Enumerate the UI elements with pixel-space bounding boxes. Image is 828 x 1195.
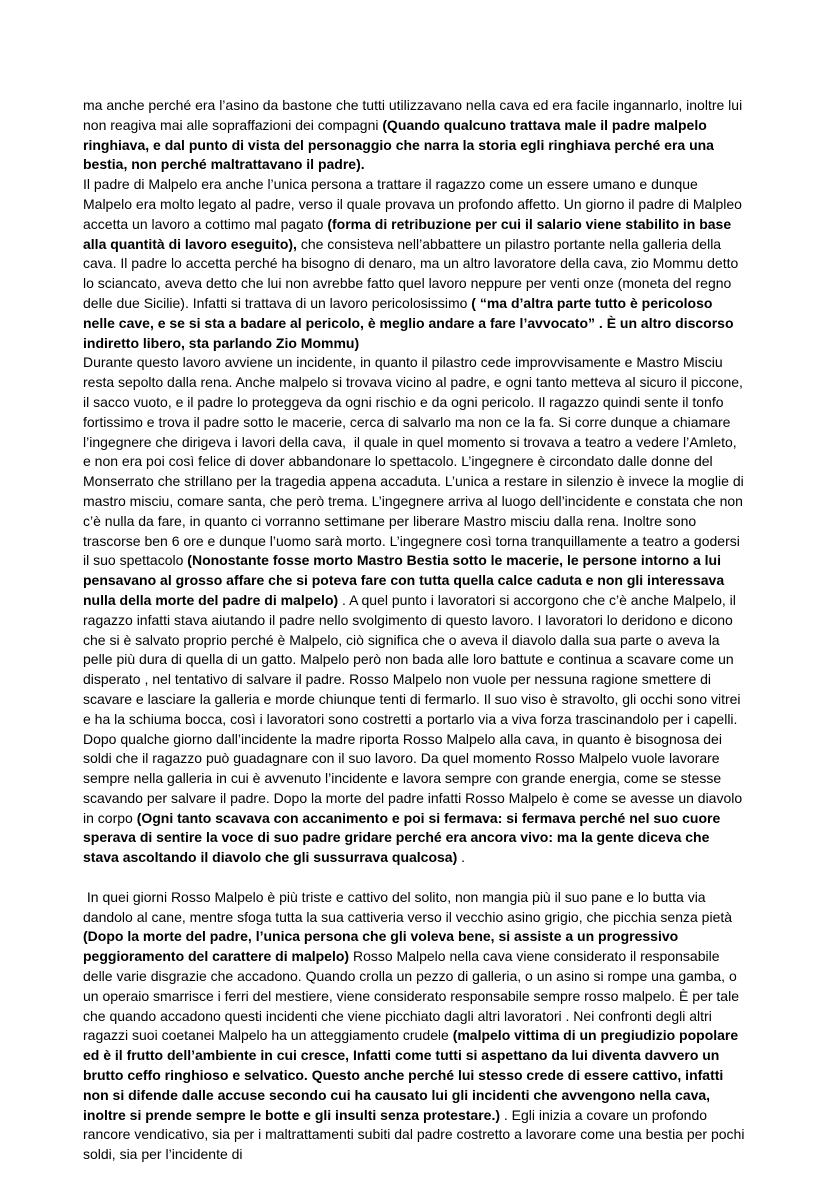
text-run: Rosso Malpelo nella cava viene considerato il responsabile delle varie disgrazie che accadono. Quando crolla un pezzo di galleria, o un asino si rompe una gamba, o un operaio smarrisce i ferri del mestiere, viene considerato responsabile sempre rosso malpelo. È per tale che quando accadono questi incidenti che viene picchiato dagli altri lavoratori . Nei confronti degli altri ragazzi suoi coetanei Malpelo ha un atteggiamento crudele [83, 948, 743, 1044]
bold-text-run: (Quando qualcuno trattava male il padre malpelo ringhiava, e dal punto di vista del personaggio che narra la storia egli ringhiava perché era una bestia, non perché maltrattavano il padre). [83, 116, 718, 173]
document-body [83, 96, 749, 1165]
text-run: In quei giorni Rosso Malpelo è più triste e cattivo del solito, non mangia più il suo pane e lo butta via dandolo al cane, mentre sfoga tutta la sua cattiveria verso il vecchio asino grigio, che picchia senza pietà [83, 888, 736, 925]
bold-text-run: (forma di retribuzione per cui il salario viene stabilito in base alla quantità di lavoro eseguito), [83, 215, 736, 252]
text-run: ma anche perché era l’asino da bastone che tutti utilizzavano nella cava ed era facile ingannarlo, inoltre lui non reagiva mai alle sopraffazioni dei compagni [83, 97, 747, 133]
bold-text-run: (Dopo la morte del padre, l’unica persona che gli voleva bene, si assiste a un progressivo peggioramento del carattere di malpelo) [83, 928, 683, 965]
paragraph [83, 730, 746, 869]
text-run: Durante questo lavoro avviene un incidente, in quanto il pilastro cede improvvisamente e Mastro Misciu resta sepolto dalla rena. Anche malpelo si trovava vicino al padre, e ogni tanto metteva al sicuro il piccone, il sacco vuoto, e il padre lo proteggeva da ogni rischio e da ogni pericolo. Il ragazzo quindi sente il tonfo fortissimo e trova il padre sotto le macerie, cerca di salvarlo ma non ce la fa. Si corre dunque a chiamare l’ingegnere che dirigeva i lavori della cava, il quale in quel momento si trovava a teatro a vedere l’Amleto, e non era poi così felice di dover abbandonare lo spettacolo. L’ingegnere è circondato dalle donne del Monserrato che strillano per la tragedia appena accaduta. L’unica a restare in silenzio è invece la moglie di mastro misciu, comare santa, che però trema. L’ingegnere arriva al luogo dell’incidente e constata che non c’è nulla da fare, in quanto ci vorranno settimane per liberare Mastro misciu dalla rena. Inoltre sono trascorse ben 6 ore e dunque l’uomo sarà morto. L’ingegnere così torna tranquillamente a teatro a godersi il suo spettacolo [83, 354, 748, 569]
paragraph [83, 96, 746, 175]
text-run: . A quel punto i lavoratori si accorgono che c’è anche Malpelo, il ragazzo infatti stava aiutando il padre nello svolgimento di questo lavoro. I lavoratori lo deridono e dicono che si è salvato proprio perché è Malpelo, ciò significa che o aveva il diavolo dalla sua parte o aveva la pelle più dura di quella di un gatto. Malpelo però non bada alle loro battute e continua a scavare come un disperato , nel tentativo di salvare il padre. Rosso Malpelo non vuole per nessuna ragione smettere di scavare e lasciare la galleria e morde chiunque tenti di fermarlo. Il suo viso è stravolto, gli occhi sono vitrei e ha la schiuma bocca, così i lavoratori sono costretti a portarlo via a viva forza trascinandolo per i capelli. [83, 591, 745, 727]
blank-line [83, 868, 746, 888]
text-run: Il padre di Malpelo era anche l’unica persona a trattare il ragazzo come un essere umano e dunque Malpelo era molto legato al padre, verso il quale provava un profondo affetto. Un giorno il padre di Malpleo accetta un lavoro a cottimo mal pagato [83, 176, 746, 232]
paragraph [83, 175, 746, 353]
text-run: . [457, 849, 466, 866]
bold-text-run: (Nonostante fosse morto Mastro Bestia sotto le macerie, le persone intorno a lui pensavano al grosso affare che si poteva fare con tutta quella calce caduta e non gli interessava nulla della morte del padre di malpelo) [83, 552, 729, 608]
text-run: Dopo qualche giorno dall’incidente la madre riporta Rosso Malpelo alla cava, in quanto è bisognosa dei soldi che il ragazzo può guadagnare con il suo lavoro. Da quel momento Rosso Malpelo vuole lavorare sempre nella galleria in cui è avvenuto l’incidente e lavora sempre con grande energia, come se stesse scavando per salvare il padre. Dopo la morte del padre infatti Rosso Malpelo è come se avesse un diavolo in corpo [83, 730, 747, 826]
bold-text-run: (Ogni tanto scavava con accanimento e poi si fermava: si fermava perché nel suo cuore sperava di sentire la voce di suo padre gridare perché era ancora vivo: ma la gente diceva che stava ascoltando il diavolo che gli sussurrava qualcosa) [83, 809, 725, 866]
paragraph [83, 888, 749, 1165]
bold-text-run: (malpelo vittima di un pregiudizio popolare ed è il frutto dell’ambiente in cui cresce, Infatti come tutti si aspettano da lui diventa davvero un brutto ceffo ringhioso e selvatico. Questo anche perché lui stesso crede di essere cattivo, infatti non si difende dalle accuse secondo cui ha causato lui gli incidenti che avvengono nella cava, inoltre si prende sempre le botte e gli insulti senza protestare.) [83, 1027, 743, 1123]
bold-text-run: ( “ma d’altra parte tutto è pericoloso nelle cave, e se si sta a badare al pericolo, è meglio andare a fare l’avvocato” . È un altro discorso indiretto libero, sta parlando Zio Mommu) [83, 294, 738, 351]
paragraph [83, 353, 746, 729]
text-run: che consisteva nell’abbattere un pilastro portante nella galleria della cava. Il padre lo accetta perché ha bisogno di denaro, ma un altro lavoratore della cava, zio Mommu detto lo sciancato, aveva detto che lui non avrebbe fatto quel lavoro neppure per venti onze (moneta del regno delle due Sicilie). Infatti si trattava di un lavoro pericolosissimo [83, 235, 743, 311]
text-run: . Egli inizia a covare un profondo rancore vendicativo, sia per i maltrattamenti subiti dal padre costretto a lavorare come una bestia per pochi soldi, sia per l’incidente di [83, 1106, 749, 1163]
